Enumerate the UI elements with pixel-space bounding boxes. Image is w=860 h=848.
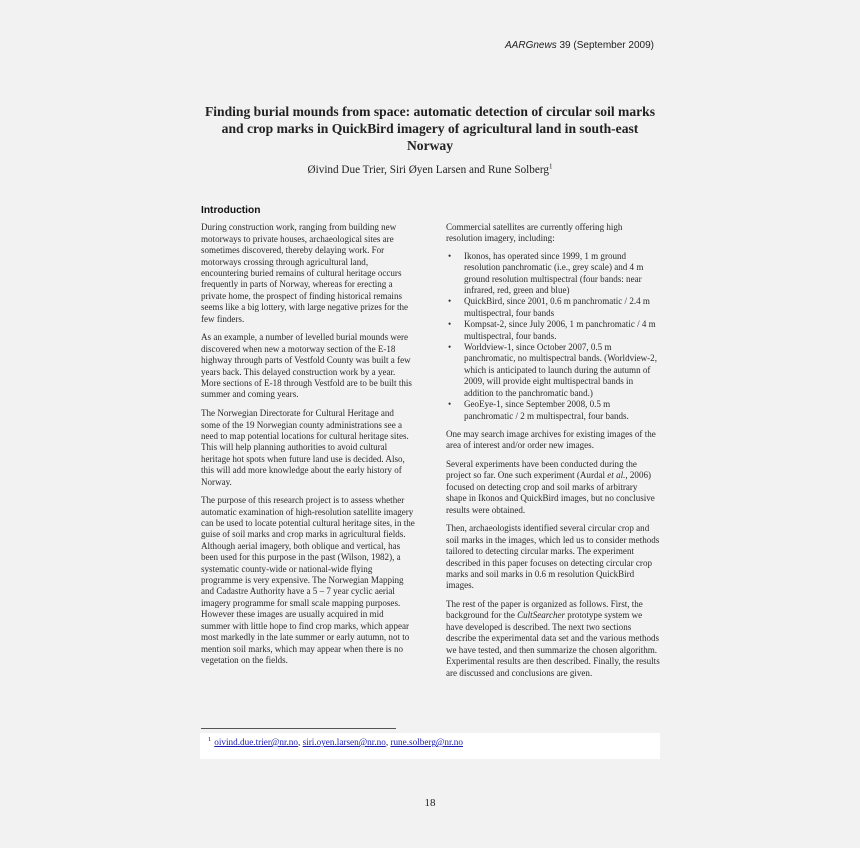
footnote-mark: 1 xyxy=(208,735,212,743)
footnote-divider xyxy=(201,728,396,729)
list-item xyxy=(446,342,660,399)
email-link-trier[interactable]: oivind.due.trier@nr.no xyxy=(214,737,298,747)
satellites-intro: Commercial satellites are currently offering high resolution imagery, including: xyxy=(446,222,623,244)
journal-issue: 39 (September 2009) xyxy=(559,40,654,51)
intro-paragraph-4: The purpose of this research project is to assess whether automatic examination of high-resolution satellite imagery can be used to locate potential cultural heritage sites, in the guise of soil marks and crop marks in agricultural fields. Although aerial imagery, both oblique and vertical, has been used for this purpose in the past (Wilson, 1982), a systematic county-wide or national-wide flying programme is very expensive. The Norwegian Mapping and Cadastre Authority have a 5 – 7 year cyclic aerial imagery programme for small scale mapping purposes. However these images are usually acquired in mid summer with little hope to find crop marks, which appear most markedly in the late summer or early autumn, not to mention soil marks, which may appear when there is no vegetation on the fields. xyxy=(201,495,415,665)
et-al: et al. xyxy=(607,470,626,481)
bullet-icon: • xyxy=(448,296,452,307)
list-item xyxy=(446,319,660,342)
paper-title: Finding burial mounds from space: automatic detection of circular soil marks and crop marks in QuickBird imagery of agricultural land in south-east Norway xyxy=(204,104,656,153)
satellite-list xyxy=(446,251,660,422)
list-item xyxy=(446,296,660,319)
experiments-text-a: Several experiments have been conducted during the project so far. One such experiment (Aurdal xyxy=(446,459,637,481)
list-item xyxy=(446,251,660,297)
journal-name: AARGnews xyxy=(505,40,557,51)
bullet-icon: • xyxy=(448,399,452,410)
footnote-separator: , xyxy=(385,737,391,747)
bullet-icon: • xyxy=(448,250,452,261)
journal-header xyxy=(505,40,654,51)
list-item xyxy=(446,399,660,422)
email-link-larsen[interactable]: siri.oyen.larsen@nr.no xyxy=(302,737,386,747)
cultsearcher-name: CultSearcher xyxy=(517,610,566,621)
page-number: 18 xyxy=(424,797,436,809)
author-names: Øivind Due Trier, Siri Øyen Larsen and Rune Solberg xyxy=(307,164,549,176)
footnote-separator: , xyxy=(297,737,303,747)
intro-paragraph-2: As an example, a number of levelled burial mounds were discovered when new a motorway section of the E-18 highway through parts of Vestfold County was built a few years back. This delayed construction work by a year. More sections of E-18 through Vestfold are to be built this summer and coming years. xyxy=(201,332,412,400)
email-link-solberg[interactable]: rune.solberg@nr.no xyxy=(390,737,463,747)
list-item-text: Worldview-1, since October 2007, 0.5 m panchromatic, no multispectral bands. (Worldview-2, which is anticipated to launch during the autumn of 2009, will provide eight multispectral bands in addition to the panchromatic band.) xyxy=(464,342,657,398)
list-item-text: Ikonos, has operated since 1999, 1 m ground resolution panchromatic (i.e., grey scale) and 4 m ground resolution multispectral (four bands: near infrared, red, green and blue) xyxy=(464,250,644,296)
footnote-content xyxy=(200,733,660,748)
list-item-text: GeoEye-1, since September 2008, 0.5 m panchromatic / 2 m multispectral, four bands. xyxy=(464,399,629,421)
authors-line xyxy=(200,164,660,176)
archive-paragraph: One may search image archives for existing images of the area of interest and/or order new images. xyxy=(446,428,656,451)
organization-text-a: The rest of the paper is organized as follows. First, the background for the xyxy=(446,599,643,621)
list-item-text: QuickBird, since 2001, 0.6 m panchromatic / 2.4 m multispectral, four bands xyxy=(464,296,650,318)
bullet-icon: • xyxy=(448,342,452,353)
experiments-text-b: , 2006) focused on detecting crop and soil marks of arbitrary shape in Ikonos and QuickBird images, but no conclusive results were obtained. xyxy=(446,470,655,515)
circular-marks-paragraph: Then, archaeologists identified several circular crop and soil marks in the images, which led us to consider methods tailored to detecting circular marks. The experiment described in this paper focuses on detecting circular crop marks and soil marks in 0.6 m resolution QuickBird images. xyxy=(446,523,660,591)
footnote xyxy=(200,733,660,759)
experiments-paragraph xyxy=(446,459,660,516)
intro-paragraph-1: During construction work, ranging from building new motorways to private houses, archaeological sites are sometimes discovered, thereby delaying work. For motorways crossing through agricultural land, encountering buried remains of cultural heritage occurs frequently in parts of Norway, whereas for erecting a private home, the prospect of finding historical remains seems like a big lottery, with large negative prizes for the few finders. xyxy=(201,222,409,324)
intro-paragraph-3: The Norwegian Directorate for Cultural Heritage and some of the 19 Norwegian county administrations see a need to map potential locations for cultural heritage sites. This will help planning authorities to avoid cultural heritage hot spots when future land use is decided. Also, this will add more knowledge about the early history of Norway. xyxy=(201,408,409,487)
organization-text-b: prototype system we have developed is described. The next two sections describe the experimental data set and the various methods we have tested, and then summarize the chosen algorithm. Experimental results are then described. Finally, the results are discussed and conclusions are given. xyxy=(446,610,660,678)
author-footnote-mark: 1 xyxy=(548,162,553,171)
right-column xyxy=(446,222,660,686)
list-item-text: Kompsat-2, since July 2006, 1 m panchromatic / 4 m multispectral, four bands. xyxy=(464,319,656,341)
organization-paragraph xyxy=(446,599,660,679)
bullet-icon: • xyxy=(448,319,452,330)
section-heading-introduction: Introduction xyxy=(201,205,261,216)
left-column xyxy=(201,205,415,674)
